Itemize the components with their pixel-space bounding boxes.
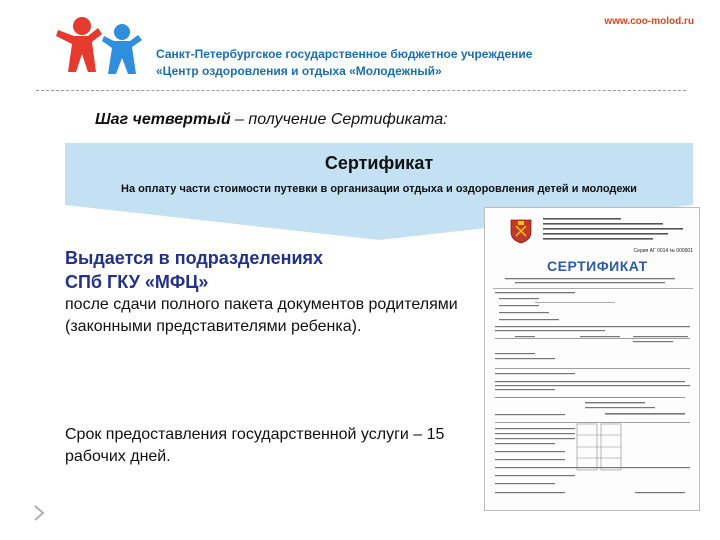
after-documents-text: после сдачи полного пакета документов родителями (законными представителями ребенка).: [65, 296, 458, 335]
certificate-banner: [65, 143, 693, 205]
banner-title: Сертификат: [324, 153, 434, 173]
certificate-form-fields: [485, 208, 699, 510]
header-divider: [36, 90, 686, 91]
site-url[interactable]: www.coo-molod.ru: [604, 16, 694, 27]
organization-name: [156, 46, 532, 80]
step-heading: [95, 111, 448, 129]
issued-line-2: СПб ГКУ «МФЦ»: [65, 272, 209, 292]
banner-subtitle: На оплату части стоимости путевки в организации отдыха и оздоровления детей и молодежи: [121, 183, 637, 195]
issued-line-1: Выдается в подразделениях: [65, 248, 324, 268]
org-line-1: Санкт-Петербургское государственное бюджетное учреждение: [156, 47, 533, 61]
service-term-text: Срок предоставления государственной услуги – 15 рабочих дней.: [65, 426, 445, 465]
step-heading-rest: – получение Сертификата:: [230, 111, 448, 128]
certificate-image: [484, 207, 700, 511]
certificate-series: Серия АГ 0014 № 000001: [633, 248, 693, 254]
slide-nav-icon[interactable]: [33, 505, 45, 521]
issued-by: [65, 246, 323, 294]
org-line-2: «Центр оздоровления и отдыха «Молодежный»: [156, 64, 442, 78]
step-heading-bold: Шаг четвертый: [95, 111, 231, 128]
logo-figures-icon: [48, 14, 148, 78]
certificate-title: СЕРТИФИКАТ: [547, 258, 648, 274]
